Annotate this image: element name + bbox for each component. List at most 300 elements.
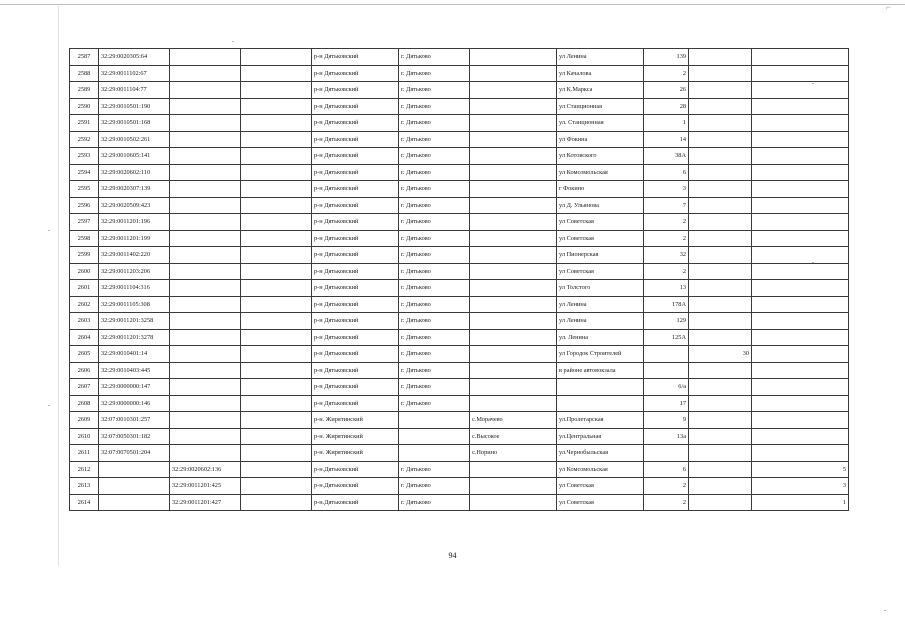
extra-number <box>689 65 752 82</box>
extra-number <box>689 379 752 396</box>
row-number: 2605 <box>70 346 99 363</box>
flat-number <box>752 379 849 396</box>
flat-number <box>752 329 849 346</box>
village-cell <box>470 346 557 363</box>
cadastral-number: 32:29:0020305:64 <box>99 49 170 66</box>
row-number: 2611 <box>70 445 99 462</box>
flat-number <box>752 296 849 313</box>
empty-cell <box>241 197 312 214</box>
town-cell: г. Дятьково <box>399 296 470 313</box>
table-row <box>70 164 849 181</box>
house-number: 2 <box>644 214 689 231</box>
street-cell: ул.Центральная <box>557 428 644 445</box>
empty-cell <box>241 131 312 148</box>
street-cell: ул.Чернобыльская <box>557 445 644 462</box>
street-cell: ул. Станционная <box>557 115 644 132</box>
house-number: 6/а <box>644 379 689 396</box>
house-number: 2 <box>644 65 689 82</box>
cadastral-number <box>99 478 170 495</box>
extra-number <box>689 329 752 346</box>
cadastral-number-alt <box>170 164 241 181</box>
cadastral-number: 32:29:0010501:168 <box>99 115 170 132</box>
table-row <box>70 65 849 82</box>
village-cell <box>470 296 557 313</box>
table-row <box>70 461 849 478</box>
town-cell: г. Дятьково <box>399 280 470 297</box>
empty-cell <box>241 379 312 396</box>
cadastral-number: 32:29:0020602:110 <box>99 164 170 181</box>
district-cell: р-н.Дятьковский <box>312 494 399 511</box>
cadastral-number: 32:29:0020509:423 <box>99 197 170 214</box>
table-row <box>70 263 849 280</box>
cadastral-number <box>99 494 170 511</box>
cadastral-number-alt <box>170 181 241 198</box>
district-cell: р-н Дятьковский <box>312 395 399 412</box>
table-row <box>70 98 849 115</box>
village-cell <box>470 181 557 198</box>
house-number: 7 <box>644 197 689 214</box>
extra-number <box>689 461 752 478</box>
house-number: 2 <box>644 263 689 280</box>
empty-cell <box>241 263 312 280</box>
town-cell: г. Дятьково <box>399 362 470 379</box>
table-row <box>70 197 849 214</box>
house-number: 6 <box>644 461 689 478</box>
row-number: 2607 <box>70 379 99 396</box>
cadastral-number-alt <box>170 230 241 247</box>
flat-number <box>752 181 849 198</box>
extra-number <box>689 296 752 313</box>
cadastral-number: 32:29:0020307:139 <box>99 181 170 198</box>
cadastral-number-alt <box>170 131 241 148</box>
street-cell: ул Ленина <box>557 296 644 313</box>
cadastral-number-alt: 32:29:0011201:425 <box>170 478 241 495</box>
street-cell: ул Качалова <box>557 65 644 82</box>
extra-number <box>689 214 752 231</box>
cadastral-number-alt <box>170 395 241 412</box>
table-row <box>70 247 849 264</box>
scan-speck <box>884 610 886 611</box>
table-row <box>70 478 849 495</box>
house-number: 26 <box>644 82 689 99</box>
village-cell <box>470 197 557 214</box>
house-number: 125А <box>644 329 689 346</box>
cadastral-number-alt <box>170 412 241 429</box>
house-number: 13а <box>644 428 689 445</box>
house-number: 13 <box>644 280 689 297</box>
district-cell: р-н Дятьковский <box>312 164 399 181</box>
empty-cell <box>241 49 312 66</box>
street-cell: ул К.Маркса <box>557 82 644 99</box>
empty-cell <box>241 412 312 429</box>
row-number: 2601 <box>70 280 99 297</box>
district-cell: р-н Дятьковский <box>312 230 399 247</box>
extra-number <box>689 362 752 379</box>
table-row <box>70 181 849 198</box>
table-row <box>70 82 849 99</box>
district-cell: р-н Дятьковский <box>312 346 399 363</box>
row-number: 2594 <box>70 164 99 181</box>
town-cell: г. Дятьково <box>399 461 470 478</box>
village-cell <box>470 263 557 280</box>
cadastral-number-alt <box>170 148 241 165</box>
house-number: 28 <box>644 98 689 115</box>
town-cell: г. Дятьково <box>399 197 470 214</box>
empty-cell <box>241 230 312 247</box>
row-number: 2593 <box>70 148 99 165</box>
town-cell: г. Дятьково <box>399 214 470 231</box>
district-cell: р-н Дятьковский <box>312 65 399 82</box>
extra-number <box>689 49 752 66</box>
empty-cell <box>241 478 312 495</box>
village-cell <box>470 247 557 264</box>
flat-number <box>752 164 849 181</box>
house-number <box>644 362 689 379</box>
village-cell <box>470 280 557 297</box>
table-row <box>70 214 849 231</box>
scan-top-rule <box>0 4 905 5</box>
house-number: 6 <box>644 164 689 181</box>
street-cell: ул.Пролетарская <box>557 412 644 429</box>
cadastral-number-alt <box>170 82 241 99</box>
village-cell <box>470 98 557 115</box>
flat-number: 1 <box>752 494 849 511</box>
row-number: 2596 <box>70 197 99 214</box>
table-row <box>70 115 849 132</box>
district-cell: р-н Дятьковский <box>312 280 399 297</box>
extra-number <box>689 131 752 148</box>
empty-cell <box>241 280 312 297</box>
town-cell: г. Дятьково <box>399 478 470 495</box>
table-row <box>70 445 849 462</box>
street-cell: ул Фокина <box>557 131 644 148</box>
house-number: 38А <box>644 148 689 165</box>
village-cell <box>470 148 557 165</box>
cadastral-number-alt <box>170 313 241 330</box>
extra-number <box>689 428 752 445</box>
cadastral-number: 32:29:0010501:190 <box>99 98 170 115</box>
flat-number <box>752 98 849 115</box>
cadastral-number: 32:29:0010605:141 <box>99 148 170 165</box>
district-cell: р-н Дятьковский <box>312 214 399 231</box>
extra-number <box>689 412 752 429</box>
district-cell: р-н.Дятьковский <box>312 461 399 478</box>
cadastral-number: 32:07:0010301:257 <box>99 412 170 429</box>
district-cell: р-н Дятьковский <box>312 329 399 346</box>
registry-table <box>69 48 849 511</box>
town-cell: г. Дятьково <box>399 247 470 264</box>
street-cell <box>557 379 644 396</box>
scan-speck <box>232 41 234 42</box>
empty-cell <box>241 247 312 264</box>
row-number: 2606 <box>70 362 99 379</box>
empty-cell <box>241 65 312 82</box>
table-row <box>70 49 849 66</box>
cadastral-number: 32:29:0011104:316 <box>99 280 170 297</box>
table-row <box>70 280 849 297</box>
cadastral-number <box>99 461 170 478</box>
town-cell: г. Дятьково <box>399 49 470 66</box>
row-number: 2595 <box>70 181 99 198</box>
empty-cell <box>241 148 312 165</box>
corner-mark: ⌐ <box>885 2 891 12</box>
table-row <box>70 362 849 379</box>
street-cell: ул Станционная <box>557 98 644 115</box>
cadastral-number-alt <box>170 247 241 264</box>
district-cell: р-н. Жирятинский <box>312 428 399 445</box>
flat-number <box>752 131 849 148</box>
town-cell: г. Дятьково <box>399 313 470 330</box>
row-number: 2590 <box>70 98 99 115</box>
street-cell: ул Советская <box>557 494 644 511</box>
street-cell: ул Советская <box>557 263 644 280</box>
page-number: 94 <box>448 551 457 560</box>
row-number: 2592 <box>70 131 99 148</box>
flat-number <box>752 214 849 231</box>
row-number: 2588 <box>70 65 99 82</box>
district-cell: р-н Дятьковский <box>312 362 399 379</box>
extra-number <box>689 445 752 462</box>
cadastral-number: 32:29:0011203:206 <box>99 263 170 280</box>
cadastral-number: 32:29:0011104:77 <box>99 82 170 99</box>
extra-number <box>689 181 752 198</box>
district-cell: р-н Дятьковский <box>312 49 399 66</box>
scan-left-rule <box>58 6 59 566</box>
flat-number <box>752 412 849 429</box>
empty-cell <box>241 428 312 445</box>
district-cell: р-н Дятьковский <box>312 313 399 330</box>
table-row <box>70 428 849 445</box>
table-row <box>70 313 849 330</box>
house-number: 14 <box>644 131 689 148</box>
house-number: 17 <box>644 395 689 412</box>
district-cell: р-н Дятьковский <box>312 148 399 165</box>
cadastral-number-alt <box>170 65 241 82</box>
street-cell: ул Советская <box>557 478 644 495</box>
empty-cell <box>241 494 312 511</box>
row-number: 2614 <box>70 494 99 511</box>
row-number: 2600 <box>70 263 99 280</box>
town-cell: г. Дятьково <box>399 131 470 148</box>
cadastral-number: 32:29:0011201:196 <box>99 214 170 231</box>
town-cell: г. Дятьково <box>399 346 470 363</box>
cadastral-number: 32:29:0000000:146 <box>99 395 170 412</box>
cadastral-number-alt: 32:29:0011201:427 <box>170 494 241 511</box>
district-cell: р-н Дятьковский <box>312 247 399 264</box>
street-cell: ул Пионерская <box>557 247 644 264</box>
street-cell: ул Толстого <box>557 280 644 297</box>
town-cell <box>399 445 470 462</box>
street-cell: ул Городок Строителей <box>557 346 644 363</box>
village-cell <box>470 131 557 148</box>
street-cell: ул Д. Ульянова <box>557 197 644 214</box>
flat-number <box>752 247 849 264</box>
cadastral-number: 32:29:0011102:67 <box>99 65 170 82</box>
cadastral-number: 32:29:0011201:199 <box>99 230 170 247</box>
row-number: 2613 <box>70 478 99 495</box>
cadastral-number: 32:29:0010502:261 <box>99 131 170 148</box>
row-number: 2591 <box>70 115 99 132</box>
town-cell: г. Дятьково <box>399 164 470 181</box>
row-number: 2599 <box>70 247 99 264</box>
empty-cell <box>241 445 312 462</box>
cadastral-number-alt <box>170 445 241 462</box>
cadastral-number-alt <box>170 197 241 214</box>
cadastral-number-alt <box>170 98 241 115</box>
flat-number <box>752 148 849 165</box>
street-cell: ул Ленина <box>557 49 644 66</box>
empty-cell <box>241 461 312 478</box>
scan-speck <box>48 230 50 231</box>
town-cell: г. Дятьково <box>399 148 470 165</box>
cadastral-number-alt <box>170 329 241 346</box>
cadastral-number-alt <box>170 263 241 280</box>
row-number: 2604 <box>70 329 99 346</box>
village-cell <box>470 313 557 330</box>
extra-number <box>689 478 752 495</box>
flat-number <box>752 395 849 412</box>
district-cell: р-н Дятьковский <box>312 131 399 148</box>
row-number: 2597 <box>70 214 99 231</box>
village-cell <box>470 115 557 132</box>
house-number: 139 <box>644 49 689 66</box>
street-cell: в районе автовокзала <box>557 362 644 379</box>
flat-number <box>752 115 849 132</box>
extra-number <box>689 263 752 280</box>
cadastral-number: 32:07:0050301:182 <box>99 428 170 445</box>
row-number: 2598 <box>70 230 99 247</box>
empty-cell <box>241 98 312 115</box>
street-cell: ул Советская <box>557 214 644 231</box>
district-cell: р-н Дятьковский <box>312 379 399 396</box>
cadastral-number: 32:29:0011402:220 <box>99 247 170 264</box>
town-cell: г. Дятьково <box>399 98 470 115</box>
street-cell: г Фокино <box>557 181 644 198</box>
district-cell: р-н.Дятьковский <box>312 478 399 495</box>
house-number: 2 <box>644 494 689 511</box>
village-cell <box>470 230 557 247</box>
flat-number <box>752 280 849 297</box>
house-number: 129 <box>644 313 689 330</box>
cadastral-number-alt <box>170 362 241 379</box>
house-number: 3 <box>644 181 689 198</box>
table-row <box>70 379 849 396</box>
cadastral-number: 32:29:0010403:445 <box>99 362 170 379</box>
row-number: 2612 <box>70 461 99 478</box>
village-cell <box>470 329 557 346</box>
empty-cell <box>241 115 312 132</box>
village-cell: с.Морачево <box>470 412 557 429</box>
cadastral-number-alt <box>170 346 241 363</box>
table-row <box>70 346 849 363</box>
district-cell: р-н. Жирятинский <box>312 412 399 429</box>
flat-number <box>752 49 849 66</box>
village-cell: с.Высокое <box>470 428 557 445</box>
extra-number <box>689 148 752 165</box>
town-cell: г. Дятьково <box>399 115 470 132</box>
village-cell <box>470 395 557 412</box>
town-cell: г. Дятьково <box>399 82 470 99</box>
village-cell: с.Норино <box>470 445 557 462</box>
scan-speck <box>812 262 814 263</box>
cadastral-number-alt <box>170 428 241 445</box>
cadastral-number: 32:29:0011105:308 <box>99 296 170 313</box>
flat-number <box>752 428 849 445</box>
table-row <box>70 329 849 346</box>
town-cell: г. Дятьково <box>399 181 470 198</box>
empty-cell <box>241 181 312 198</box>
district-cell: р-н Дятьковский <box>312 115 399 132</box>
table-row <box>70 148 849 165</box>
cadastral-number: 32:07:0070501:204 <box>99 445 170 462</box>
flat-number <box>752 346 849 363</box>
house-number: 9 <box>644 412 689 429</box>
registry-rows <box>70 49 849 511</box>
village-cell <box>470 362 557 379</box>
cadastral-number-alt <box>170 49 241 66</box>
house-number: 2 <box>644 478 689 495</box>
table-row <box>70 395 849 412</box>
street-cell <box>557 395 644 412</box>
town-cell: г. Дятьково <box>399 379 470 396</box>
village-cell <box>470 494 557 511</box>
cadastral-number-alt: 32:29:0020602:136 <box>170 461 241 478</box>
district-cell: р-н Дятьковский <box>312 197 399 214</box>
street-cell: ул Котовского <box>557 148 644 165</box>
village-cell <box>470 82 557 99</box>
district-cell: р-н. Жирятинский <box>312 445 399 462</box>
street-cell: ул Комсомольская <box>557 461 644 478</box>
extra-number <box>689 197 752 214</box>
cadastral-number-alt <box>170 115 241 132</box>
village-cell <box>470 379 557 396</box>
village-cell <box>470 65 557 82</box>
town-cell <box>399 412 470 429</box>
extra-number <box>689 494 752 511</box>
row-number: 2603 <box>70 313 99 330</box>
empty-cell <box>241 164 312 181</box>
street-cell: ул Ленина <box>557 313 644 330</box>
extra-number <box>689 313 752 330</box>
village-cell <box>470 214 557 231</box>
empty-cell <box>241 313 312 330</box>
street-cell: ул Советская <box>557 230 644 247</box>
row-number: 2609 <box>70 412 99 429</box>
flat-number: 5 <box>752 461 849 478</box>
row-number: 2587 <box>70 49 99 66</box>
district-cell: р-н Дятьковский <box>312 263 399 280</box>
village-cell <box>470 478 557 495</box>
empty-cell <box>241 82 312 99</box>
town-cell: г. Дятьково <box>399 230 470 247</box>
district-cell: р-н Дятьковский <box>312 98 399 115</box>
street-cell: ул. Ленина <box>557 329 644 346</box>
empty-cell <box>241 329 312 346</box>
district-cell: р-н Дятьковский <box>312 82 399 99</box>
scan-speck <box>48 405 50 406</box>
table-row <box>70 230 849 247</box>
flat-number <box>752 445 849 462</box>
house-number: 1 <box>644 115 689 132</box>
scan-speck <box>812 83 814 84</box>
empty-cell <box>241 296 312 313</box>
table-row <box>70 296 849 313</box>
street-cell: ул Комсомольская <box>557 164 644 181</box>
town-cell: г. Дятьково <box>399 329 470 346</box>
empty-cell <box>241 362 312 379</box>
row-number: 2589 <box>70 82 99 99</box>
table-row <box>70 131 849 148</box>
